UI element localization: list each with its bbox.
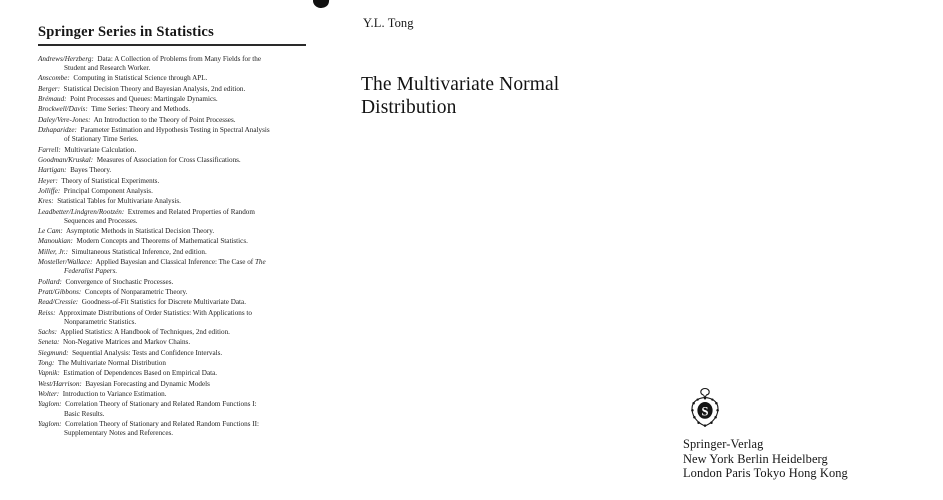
series-item-author: Farrell: [38,145,61,154]
series-item-author: Berger: [38,84,60,93]
series-item-title: Bayes Theory. [70,166,112,175]
series-item-author: Dzhaparidze: [38,126,77,135]
series-list-item [38,258,310,276]
series-item-continuation: Student and Research Worker. [64,64,151,73]
series-item-first-line [38,420,259,428]
series-item-title: Concepts of Nonparametric Theory. [84,287,188,296]
series-title-rule [38,44,306,46]
series-item-first-line [38,309,252,317]
series-item-first-line [38,126,270,134]
series-item-first-line [38,156,241,164]
series-list-item [38,420,310,438]
series-item-first-line [38,380,210,388]
series-list-item [38,278,310,287]
series-item-title: Approximate Distributions of Order Statistics: With Applications to [58,308,252,317]
series-list-item [38,380,310,389]
series-item-first-line [38,177,159,185]
series-item-author: Brémaud: [38,95,67,104]
series-item-first-line [38,208,255,216]
book-title-line-2: Distribution [361,97,457,118]
series-item-author: Miller, Jr.: [38,247,68,256]
series-item-author: Jolliffe: [38,186,61,195]
springer-logo-letter: S [701,404,709,419]
series-item-first-line [38,105,190,113]
series-item-author: Vapnik: [38,369,60,378]
series-item-first-line [38,359,166,367]
series-list-item [38,197,310,206]
series-list-item [38,126,310,144]
series-item-author: Kres: [38,197,54,206]
series-item-continuation: Basic Results. [64,409,105,418]
series-item-author: Leadbetter/Lindgren/Rootzén: [38,207,125,216]
series-item-title: Measures of Association for Cross Classifications. [96,155,241,164]
series-item-first-line [38,390,167,398]
series-list-item [38,349,310,358]
series-item-title: Applied Bayesian and Classical Inference: The Case of The [95,258,266,267]
series-item-first-line [38,146,136,154]
series-item-first-line [38,197,181,205]
series-item-title: Time Series: Theory and Methods. [91,105,191,114]
series-item-title: Non-Negative Matrices and Markov Chains. [63,338,191,347]
imprint-cities-line-2: London Paris Tokyo Hong Kong [683,466,848,481]
series-item-title: Estimation of Dependences Based on Empirical Data. [63,369,218,378]
series-item-first-line [38,400,257,408]
series-item-title: Correlation Theory of Stationary and Related Random Functions I: [65,400,257,409]
series-list-item [38,227,310,236]
series-item-first-line [38,349,222,357]
series-list-item [38,146,310,155]
series-list-item [38,359,310,368]
series-list-item [38,369,310,378]
imprint-cities-line-1: New York Berlin Heidelberg [683,451,828,466]
series-item-first-line [38,278,173,286]
series-item-author: Yaglom: [38,400,62,409]
author-name: Y.L. Tong [363,16,414,30]
series-item-author: Wolter: [38,390,60,399]
series-item-author: Seneta: [38,338,60,347]
series-item-title: Multivariate Calculation. [64,145,137,154]
series-item-author: Sachs: [38,328,58,337]
series-item-title: Statistical Tables for Multivariate Analysis. [57,197,181,206]
series-list-item [38,338,310,347]
series-item-title: Point Processes and Queues: Martingale Dynamics. [70,95,218,104]
series-item-title: The Multivariate Normal Distribution [57,359,166,368]
series-item-author: Yaglom: [38,419,62,428]
springer-verlag-logo-icon [683,387,727,435]
series-item-title: Statistical Decision Theory and Bayesian Analysis, 2nd edition. [63,84,246,93]
series-item-first-line [38,187,153,195]
series-item-author: Reiss: [38,308,56,317]
series-item-author: Pollard: [38,277,62,286]
series-item-author: Le Cam: [38,227,63,236]
series-item-continuation: Sequences and Processes. [64,216,138,225]
series-list-item [38,85,310,94]
series-list-item [38,288,310,297]
series-item-first-line [38,227,214,235]
series-item-author: Heyer: [38,176,58,185]
series-item-continuation: Nonparametric Statistics. [64,317,137,326]
series-list-item [38,105,310,114]
series-list-item [38,156,310,165]
series-item-title: Convergence of Stochastic Processes. [65,277,174,286]
series-list-item [38,74,310,83]
series-item-author: Read/Cressie: [38,298,79,307]
series-item-first-line [38,369,217,377]
series-item-continuation: Supplementary Notes and References. [64,428,174,437]
series-item-first-line [38,55,261,63]
series-item-author: Siegmund: [38,348,69,357]
series-book-list [38,55,310,439]
series-list-item [38,328,310,337]
series-item-author: Tong: [38,359,55,368]
series-item-author: Daley/Vere-Jones: [38,115,91,124]
publisher-imprint [683,437,943,481]
series-page-title: Springer Series in Statistics [38,24,214,40]
series-list-item [38,116,310,125]
series-item-title: Extremes and Related Properties of Random [127,207,255,216]
series-list-item [38,177,310,186]
page-title [361,73,641,119]
series-header [38,24,306,46]
series-list-item [38,237,310,246]
series-item-title: Bayesian Forecasting and Dynamic Models [85,379,210,388]
series-item-title: Data: A Collection of Problems from Many Fields for the [97,55,261,63]
series-item-first-line [38,166,111,174]
series-list-item [38,309,310,327]
series-list-item [38,166,310,175]
series-item-title: Computing in Statistical Science through APL. [73,74,208,83]
series-item-author: Manoukian: [38,237,73,246]
series-list-item [38,400,310,418]
series-item-first-line [38,288,187,296]
imprint-publisher: Springer-Verlag [683,437,764,451]
series-item-title: An Introduction to the Theory of Point Processes. [93,115,236,124]
series-item-first-line [38,298,246,306]
series-item-title: Modern Concepts and Theorems of Mathematical Statistics. [76,237,248,246]
series-list-item [38,298,310,307]
series-item-title: Sequential Analysis: Tests and Confidence Intervals. [72,348,223,357]
series-list-item [38,95,310,104]
series-item-author: Goodman/Kruskal: [38,155,94,164]
series-list-item [38,187,310,196]
series-item-author: West/Harrison: [38,379,82,388]
book-title-line-1: The Multivariate Normal [361,74,560,95]
series-item-title: Asymptotic Methods in Statistical Decision Theory. [65,227,215,236]
series-item-title: Applied Statistics: A Handbook of Techniques, 2nd edition. [60,328,230,337]
series-item-author: Anscombe: [38,74,70,83]
series-list-item [38,55,310,73]
series-list-item [38,208,310,226]
series-list-page [0,0,325,500]
series-item-author: Andrews/Herzberg: [38,55,94,63]
series-list-item [38,248,310,257]
series-item-title: Goodness-of-Fit Statistics for Discrete Multivariate Data. [81,298,246,307]
book-title-page [325,0,848,500]
series-item-title: Correlation Theory of Stationary and Related Random Functions II: [65,419,259,428]
series-item-first-line [38,237,248,245]
series-item-title: Parameter Estimation and Hypothesis Testing in Spectral Analysis [80,126,270,135]
series-item-title: Simultaneous Statistical Inference, 2nd edition. [71,247,207,256]
series-item-title: Introduction to Variance Estimation. [62,390,167,399]
series-item-first-line [38,95,218,103]
series-item-author: Brockwell/Davis: [38,105,88,114]
series-item-first-line [38,258,266,266]
series-item-first-line [38,328,230,336]
series-item-first-line [38,74,207,82]
series-item-title: Theory of Statistical Experiments. [61,176,160,185]
series-item-author: Hartigan: [38,166,67,175]
series-item-continuation: of Stationary Time Series. [64,135,139,144]
series-item-first-line [38,116,236,124]
series-item-author: Mosteller/Wallace: [38,258,93,267]
series-item-first-line [38,85,245,93]
series-item-first-line [38,338,190,346]
series-item-author: Pratt/Gibbons: [38,287,82,296]
series-item-continuation: Federalist Papers. [64,267,118,276]
series-item-title: Principal Component Analysis. [63,186,153,195]
series-item-first-line [38,248,207,256]
series-list-item [38,390,310,399]
